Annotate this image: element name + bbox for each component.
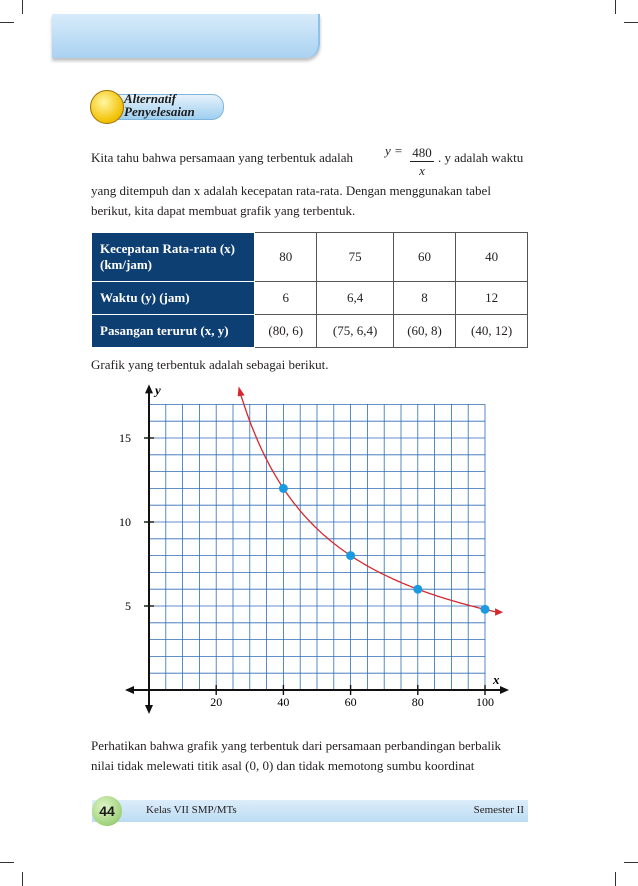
intro-line3: berikut, kita dapat membuat grafik yang terbentuk.	[91, 203, 356, 218]
intro-line2: yang ditempuh dan x adalah kecepatan rata-rata. Dengan menggunakan tabel	[91, 183, 491, 198]
grid	[149, 404, 485, 690]
table-cell: (80, 6)	[255, 315, 317, 348]
x-axis-arrow-left	[125, 686, 134, 694]
table-cell: (75, 6,4)	[317, 315, 393, 348]
table-cell: 75	[317, 233, 393, 282]
table-cell: 6,4	[317, 282, 393, 315]
table-cell: 12	[456, 282, 528, 315]
table-cell: (40, 12)	[456, 315, 528, 348]
intro-lead: Kita tahu bahwa persamaan yang terbentuk adalah	[91, 150, 354, 165]
footer-book-title: Kelas VII SMP/MTs	[146, 804, 237, 816]
table-cell: 8	[393, 282, 455, 315]
y-axis-arrow-down	[145, 705, 153, 714]
x-tick-label: 40	[277, 695, 290, 709]
closing-line1: Perhatikan bahwa grafik yang terbentuk dari persamaan perbandingan berbalik	[91, 738, 502, 753]
row-label: Waktu (y) (jam)	[92, 282, 255, 315]
row-label: Kecepatan Rata-rata (x) (km/jam)	[92, 233, 255, 282]
y-tick-label: 15	[119, 431, 131, 445]
badge-line1: Alternatif	[124, 91, 177, 106]
x-tick-label: 80	[411, 695, 424, 709]
curve-arrow-top	[238, 386, 245, 396]
y-tick-label: 10	[119, 515, 131, 529]
intro-tail: . y adalah waktu	[438, 150, 524, 165]
y-tick-label: 5	[125, 599, 131, 613]
page-number: 44	[92, 796, 122, 826]
series-line	[241, 394, 496, 611]
x-tick-label: 20	[210, 695, 223, 709]
y-axis-arrow	[145, 384, 153, 393]
data-point	[481, 605, 490, 614]
badge-line2: Penyelesaian	[124, 104, 195, 119]
data-point	[346, 551, 355, 560]
formula-numerator: 480	[410, 145, 434, 162]
graph-intro: Grafik yang terbentuk adalah sebagai berikut.	[91, 357, 329, 372]
x-tick-label: 60	[344, 695, 357, 709]
data-point	[413, 585, 422, 594]
ticks	[119, 431, 494, 709]
data-point	[279, 484, 288, 493]
x-axis-arrow	[500, 686, 509, 694]
closing-line2: nilai tidak melewati titik asal (0, 0) dan tidak memotong sumbu koordinat	[91, 758, 475, 773]
table-cell: 40	[456, 233, 528, 282]
formula-lhs: y =	[385, 143, 403, 158]
table-cell: (60, 8)	[393, 315, 455, 348]
x-tick-label: 100	[476, 695, 494, 709]
footer-semester: Semester II	[473, 804, 524, 816]
row-label: Pasangan terurut (x, y)	[92, 315, 255, 348]
table-cell: 80	[255, 233, 317, 282]
table-cell: 60	[393, 233, 455, 282]
formula-denominator: x	[419, 163, 425, 178]
curve-arrow-right	[495, 608, 503, 616]
table-cell: 6	[255, 282, 317, 315]
y-axis-label: y	[155, 382, 161, 398]
x-axis-label: x	[493, 672, 500, 687]
